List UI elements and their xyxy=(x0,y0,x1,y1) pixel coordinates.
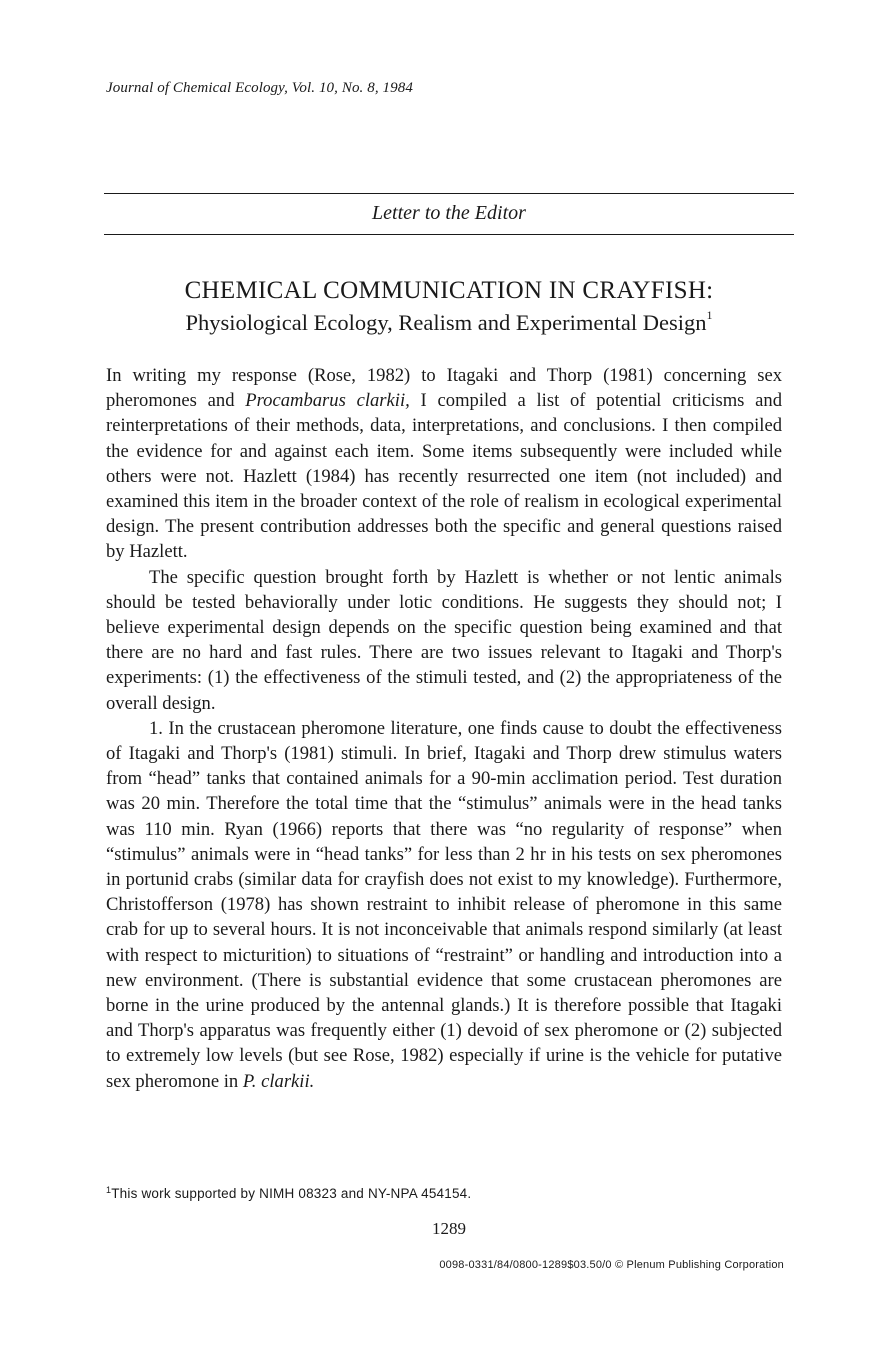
article-subtitle xyxy=(104,308,794,336)
paragraph-1-text-a: In writing my response (Rose, 1982) to Itagaki and Thorp (1981) concerning sex pheromones and xyxy=(106,365,782,412)
page-number: 1289 xyxy=(432,1219,466,1238)
subtitle-footnote-marker: 1 xyxy=(706,308,713,322)
article-subtitle-text: Physiological Ecology, Realism and Experimental Design xyxy=(185,310,707,335)
section-rule-bottom xyxy=(104,234,794,235)
paragraph-1-text-b: I compiled a list of potential criticisms and reinterpretations of their methods, data, interpretations, and conclusions. I then compiled the evidence for and against each item. Some items subsequently were included while others were not. Hazlett (1984) has recently resurrected one item (not included) and examined this item in the broader context of the role of realism in ecological experimental design. The present contribution addresses both the specific and general questions raised by Hazlett. xyxy=(106,390,783,563)
section-label: Letter to the Editor xyxy=(372,202,526,224)
paragraph-3 xyxy=(106,716,782,1094)
footnote-text: This work supported by NIMH 08323 and NY-NPA 454154. xyxy=(111,1186,472,1201)
paragraph-1 xyxy=(106,363,782,565)
species-name: Procambarus clarkii, xyxy=(245,390,410,412)
section-rule-top xyxy=(104,193,794,194)
paragraph-2: The specific question brought forth by Hazlett is whether or not lentic animals should be tested behaviorally under lotic conditions. He suggests they should not; I believe experimental design depends on the specific question being examined and that there are no hard and fast rules. There are two issues relevant to Itagaki and Thorp's experiments: (1) the effectiveness of the stimuli tested, and (2) the appropriateness of the overall design. xyxy=(106,566,782,714)
article-body xyxy=(106,363,782,1094)
footnote xyxy=(106,1185,471,1201)
species-name-abbrev: P. clarkii. xyxy=(242,1070,315,1092)
article-title: CHEMICAL COMMUNICATION IN CRAYFISH: xyxy=(184,277,714,304)
journal-citation: Journal of Chemical Ecology, Vol. 10, No. 8, 1984 xyxy=(106,80,413,96)
footnote-marker: 1 xyxy=(106,1185,112,1195)
paragraph-3-text-a: 1. In the crustacean pheromone literature, one finds cause to doubt the effectiveness of Itagaki and Thorp's (1981) stimuli. In brief, Itagaki and Thorp drew stimulus waters from “head” tanks that contained animals for a 90-min acclimation period. Test duration was 20 min. Therefore the total time that the “stimulus” animals were in the head tanks was 110 min. Ryan (1966) reports that there was “no regularity of response” when “stimulus” animals were in “head tanks” for less than 2 hr in his tests on sex pheromones in portunid crabs (similar data for crayfish does not exist to my knowledge). Furthermore, Christofferson (1978) has shown restraint to inhibit release of pheromone in this same crab for up to several hours. It is not inconceivable that animals respond similarly (at least with respect to micturition) to situations of “restraint” or handling and introduction into a new environment. (There is substantial evidence that some crustacean pheromones are borne in the urine produced by the antennal glands.) It is therefore possible that Itagaki and Thorp's apparatus was frequently either (1) devoid of sex pheromone or (2) subjected to extremely low levels (but see Rose, 1982) especially if urine is the vehicle for putative sex pheromone in xyxy=(106,717,782,1092)
copyright-line: 0098-0331/84/0800-1289$03.50/0 © Plenum Publishing Corporation xyxy=(439,1259,784,1271)
